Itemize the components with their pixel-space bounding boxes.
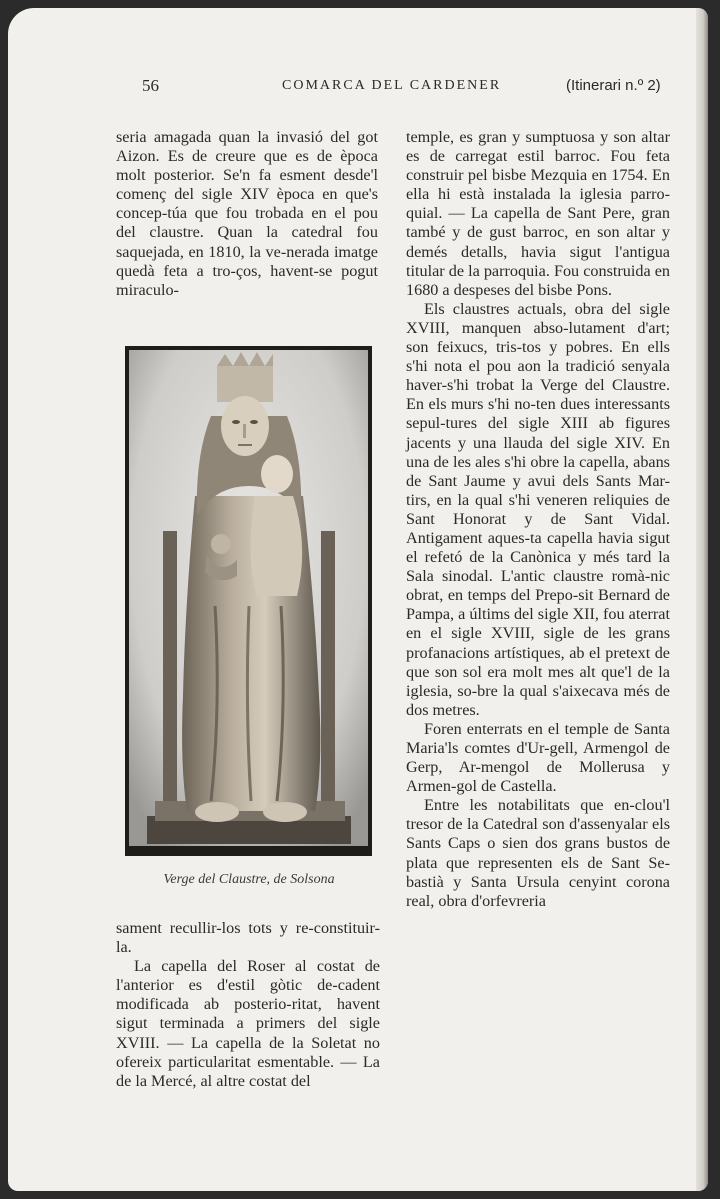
statue-photograph xyxy=(125,346,372,856)
figure-caption: Verge del Claustre, de Solsona xyxy=(163,872,335,887)
running-title: COMARCA DEL CARDENER xyxy=(282,78,502,93)
paragraph: Entre les notabilitats que en-clou'l tresor de la Catedral son d'assenyalar els Sants Caps o sien dos grans bustos de plata que representen els de Sant Se-bastià y Santa Ursula cenyint corona real, obra d'orfevreria xyxy=(406,796,670,910)
paragraph: La capella del Roser al costat de l'anterior es d'estil gòtic de-cadent modificada ab posterio-ritat, havent sigut terminada a primers del sigle XVIII. — La capella de la Soletat no ofereix particularitat esmentable. — La de la Mercé, al altre costat del xyxy=(116,957,380,1090)
book-spine-edge xyxy=(696,8,708,1191)
page-number: 56 xyxy=(142,76,159,95)
paragraph: Els claustres actuals, obra del sigle XVIII, manquen abso-lutament d'art; son feixucs, tris-tos y pobres. En ells s'hi nota el pou aon la tradició senyala haver-s'hi trobat la Verge del Claustre. En els murs s'hi no-ten dues interessants sepul-tures del sigle XIII ab figures jacents y una llauda del sigle XIV. En una de les ales s'hi obre la capella, abans de Sant Jaume y avui dels Sants Mar-tirs, en la qual s'hi veneren reliquies de Sant Honorat y de Sant Vidal. Antigament aques-ta capella havia sigut el refetó de la Canònica y més tard la Sala sinodal. L'antic claustre romà-nic obrat, en temps del Prepo-sit Bernard de Pampa, a últims del sigle XII, fou aterrat en el sigle XVIII, sigle de les grans profanacions artístiques, ab el pretext de que son sol era molt mes alt que'l de la iglesia, so-bre la qual s'aixecava més de dos metres. xyxy=(406,299,670,719)
virgin-statue-illustration xyxy=(125,346,372,856)
paragraph: seria amagada quan la invasió del got Aizon. Es de creure que es de època molt posterior. Se'n fa esment desde'l començ del sigle XIV època en que's concep-túa que fou trobada en el pou del claustre. Quan la catedral fou saquejada, en 1810, la ve-nerada imatge quedà feta a tro-ços, havent-se pogut miraculo- xyxy=(116,128,378,299)
left-column-top xyxy=(116,128,378,300)
running-header xyxy=(8,76,708,98)
itinerary-label: (Itinerari n.º 2) xyxy=(566,77,661,94)
left-column-bottom xyxy=(116,919,380,1091)
paragraph: temple, es gran y sumptuosa y son altar es de carregat estil barroc. Fou feta construir pel bisbe Mezquia en 1754. En ella hi està instalada la iglesia parro-quial. — La capella de Sant Pere, gran també y de gust barroc, en son altar y demés detalls, havia sigut l'antigua titular de la parroquia. Fou construida en 1680 a despeses del bisbe Pons. xyxy=(406,128,670,299)
book-page xyxy=(8,8,708,1191)
paragraph: sament recullir-los tots y re-constituir-la. xyxy=(116,919,380,957)
right-column xyxy=(406,128,670,911)
paragraph: Foren enterrats en el temple de Santa Maria'ls comtes d'Ur-gell, Armengol de Gerp, Ar-mengol de Mollerusa y Armen-gol de Castella. xyxy=(406,719,670,796)
